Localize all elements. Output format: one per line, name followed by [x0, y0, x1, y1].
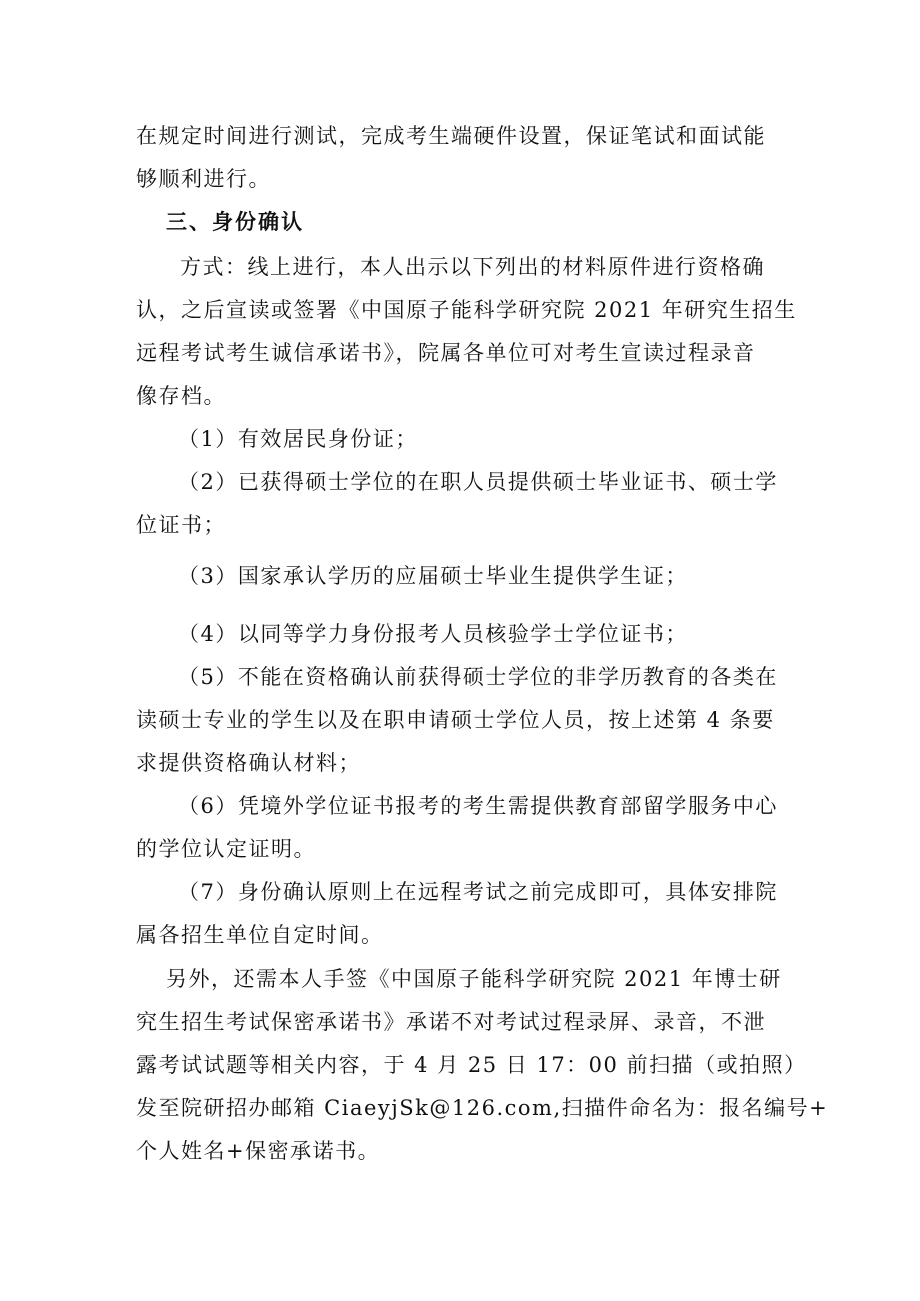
item-6-line-1: （6）凭境外学位证书报考的考生需提供教育部留学服务中心 — [178, 794, 778, 818]
additional-line-5: 个人姓名+保密承诺书。 — [136, 1139, 381, 1163]
item-5-line-2: 读硕士专业的学生以及在职申请硕士学位人员，按上述第 4 条要 — [136, 708, 775, 732]
item-7-line-1: （7）身份确认原则上在远程考试之前完成即可，具体安排院 — [178, 880, 778, 904]
method-line-2: 认，之后宣读或签署《中国原子能科学研究院 2021 年研究生招生 — [136, 298, 797, 322]
item-2-line-2: 位证书； — [136, 513, 226, 537]
additional-line-3: 露考试试题等相关内容，于 4 月 25 日 17：00 前扫描（或拍照） — [136, 1053, 807, 1077]
section-heading: 三、身份确认 — [166, 209, 304, 234]
continuation-line-2: 够顺利进行。 — [136, 167, 271, 191]
item-5-line-1: （5）不能在资格确认前获得硕士学位的非学历教育的各类在 — [178, 665, 778, 689]
item-7-line-2: 属各招生单位自定时间。 — [136, 923, 384, 947]
item-4-line-1: （4）以同等学力身份报考人员核验学士学位证书； — [178, 622, 688, 646]
item-6-line-2: 的学位认定证明。 — [136, 837, 316, 861]
additional-line-2: 究生招生考试保密承诺书》承诺不对考试过程录屏、录音，不泄 — [136, 1010, 766, 1034]
additional-line-1: 另外，还需本人手签《中国原子能科学研究院 2021 年博士研 — [166, 967, 782, 991]
additional-line-4: 发至院研招办邮箱 CiaeyjSk@126.com,扫描件命名为：报名编号+ — [136, 1096, 829, 1120]
item-1-line-1: （1）有效居民身份证； — [178, 427, 418, 451]
item-2-line-1: （2）已获得硕士学位的在职人员提供硕士毕业证书、硕士学 — [178, 470, 778, 494]
method-line-1: 方式：线上进行，本人出示以下列出的材料原件进行资格确 — [180, 255, 765, 279]
method-line-4: 像存档。 — [136, 384, 226, 408]
item-3-line-1: （3）国家承认学历的应届硕士毕业生提供学生证； — [178, 564, 688, 588]
item-5-line-3: 求提供资格确认材料； — [136, 751, 361, 775]
continuation-line-1: 在规定时间进行测试，完成考生端硬件设置，保证笔试和面试能 — [136, 124, 766, 148]
method-line-3: 远程考试考生诚信承诺书》，院属各单位可对考生宣读过程录音 — [136, 341, 756, 365]
